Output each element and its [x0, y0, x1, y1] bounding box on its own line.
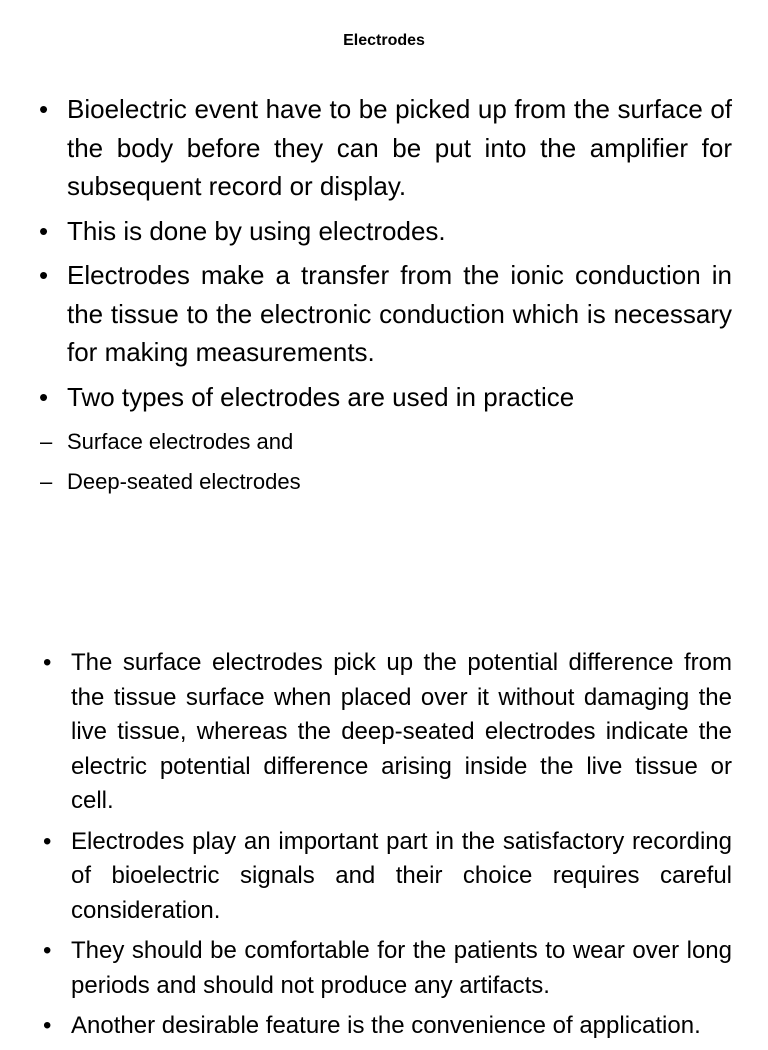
- sub-bullet-text: Deep-seated electrodes: [67, 469, 301, 494]
- bullet-text: This is done by using electrodes.: [67, 215, 446, 246]
- bullet-item: [40, 825, 732, 929]
- bullet-marker: •: [43, 649, 52, 676]
- bullet-item: [40, 1009, 732, 1044]
- bullet-item: [36, 378, 732, 417]
- bullet-marker: •: [39, 215, 49, 246]
- bullet-item: [36, 256, 732, 372]
- slide1-bullet-list: [36, 90, 732, 502]
- sub-bullet-item: [36, 462, 732, 502]
- bullet-item: [40, 934, 732, 1003]
- bullet-marker: •: [39, 260, 49, 290]
- dash-marker: –: [40, 469, 53, 494]
- bullet-text: The surface electrodes pick up the potential difference from the tissue surface when placed over it without damaging the live tissue, whereas the deep-seated electrodes indicate the electric potential difference arising inside the live tissue or cell.: [71, 649, 732, 814]
- bullet-text: Two types of electrodes are used in practice: [67, 381, 575, 412]
- slide-title: Electrodes: [343, 32, 425, 49]
- sub-bullet-list: [36, 422, 732, 502]
- bullet-item: [36, 212, 732, 251]
- bullet-marker: •: [43, 1012, 52, 1039]
- bullet-marker: •: [39, 94, 49, 124]
- bullet-marker: •: [43, 827, 52, 855]
- bullet-marker: •: [43, 937, 52, 964]
- bullet-text: Electrodes make a transfer from the ionic conduction in the tissue to the electronic conduction which is necessary for making measurements.: [67, 260, 732, 367]
- bullet-marker: •: [39, 381, 49, 412]
- sub-bullet-container: [36, 422, 732, 502]
- dash-marker: –: [40, 429, 53, 454]
- bullet-text: Electrodes play an important part in the satisfactory recording of bioelectric signals and their choice requires careful consideration.: [71, 827, 732, 924]
- sub-bullet-item: [36, 422, 732, 462]
- bullet-text: Bioelectric event have to be picked up from the surface of the body before they can be put into the amplifier for subsequent record or display.: [67, 94, 732, 201]
- bullet-item: [40, 646, 732, 819]
- slide2-bullet-list: [40, 646, 732, 1050]
- sub-bullet-text: Surface electrodes and: [67, 429, 294, 454]
- bullet-text: They should be comfortable for the patients to wear over long periods and should not produce any artifacts.: [71, 937, 732, 999]
- bullet-item: [36, 90, 732, 206]
- bullet-text: Another desirable feature is the convenience of application.: [71, 1012, 701, 1039]
